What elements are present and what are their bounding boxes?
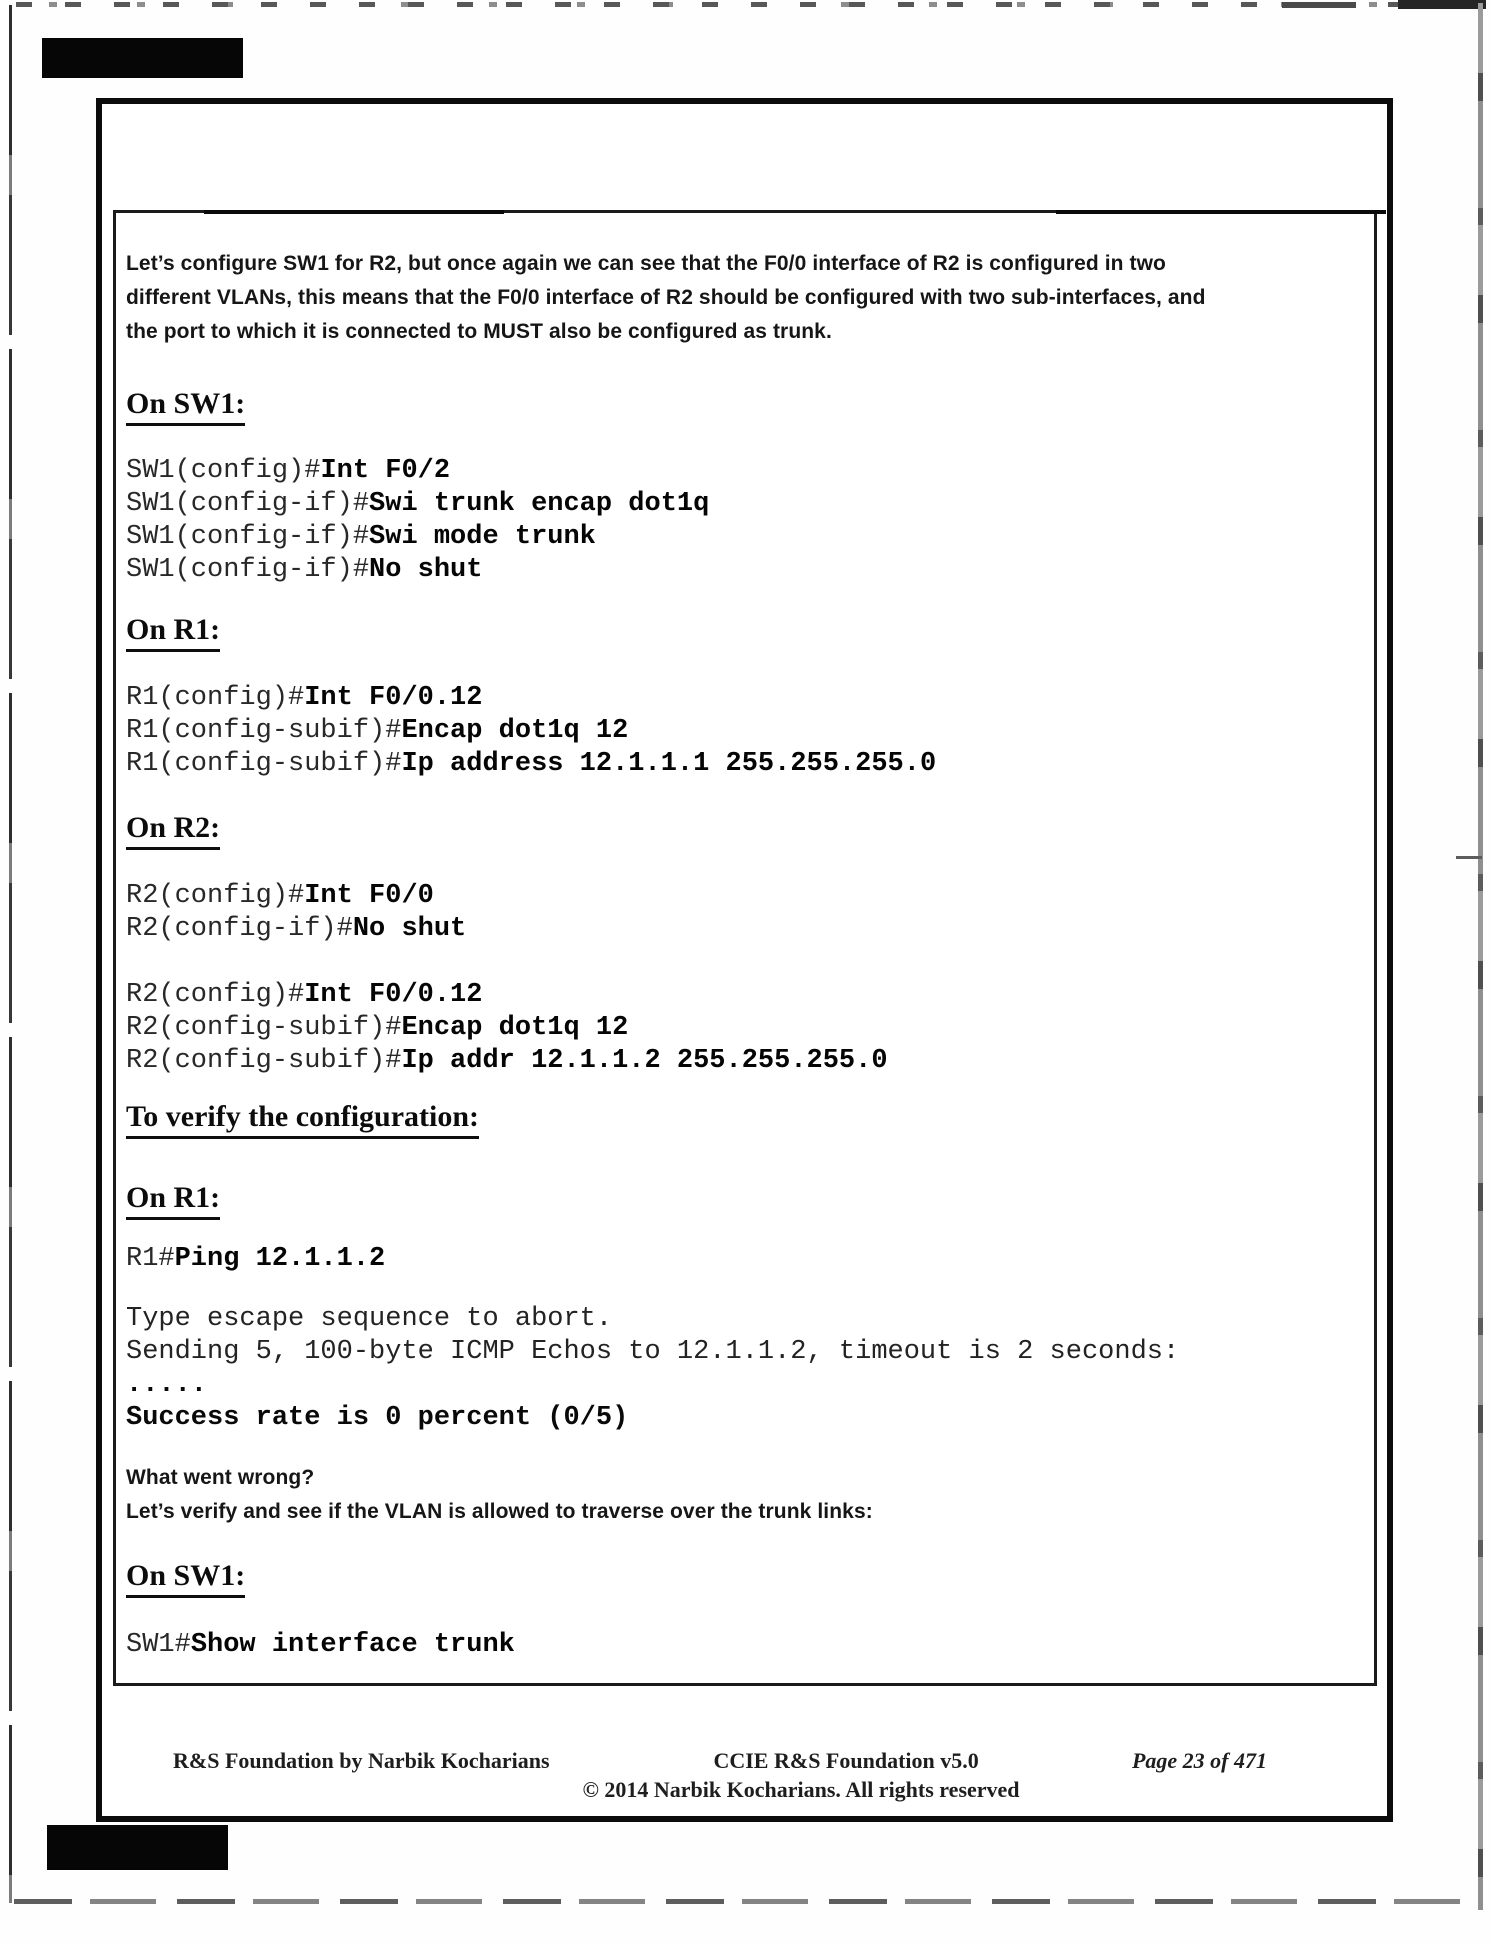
footer-author: R&S Foundation by Narbik Kocharians — [173, 1748, 550, 1773]
footer-copyright: © 2014 Narbik Kocharians. All rights reserved — [582, 1777, 1020, 1802]
cli-prompt: R1(config-subif)# — [126, 749, 402, 779]
cli-line — [126, 554, 1356, 587]
footer-row — [113, 1747, 1377, 1775]
ping-dots-line: ..... — [126, 1370, 208, 1400]
scan-edge-top-right-mark-2 — [1282, 2, 1356, 8]
content-box — [113, 210, 1377, 1686]
cli-command: Swi mode trunk — [369, 522, 596, 552]
question-paragraph — [126, 1461, 1356, 1529]
cli-line — [126, 682, 1356, 715]
cli-line — [126, 913, 1356, 946]
cli-prompt: SW1# — [126, 1630, 191, 1660]
cli-command: Ping 12.1.1.2 — [174, 1244, 386, 1274]
cli-line — [126, 1012, 1356, 1045]
section-heading-text: On R1: — [126, 613, 220, 652]
cli-prompt: R2(config)# — [126, 980, 305, 1010]
footer-page-number: Page 23 of 471 — [1131, 1748, 1267, 1773]
cli-line — [126, 1045, 1356, 1078]
redaction-box-bottom — [47, 1825, 228, 1870]
cli-line — [126, 455, 1356, 488]
cli-block-ping — [126, 1243, 1356, 1276]
cli-prompt: R2(config-subif)# — [126, 1046, 402, 1076]
section-heading-text: On SW1: — [126, 387, 245, 426]
section-heading-on-sw1-verify — [126, 1559, 1356, 1598]
cli-prompt: R2(config-subif)# — [126, 1013, 402, 1043]
ping-output-line: Sending 5, 100-byte ICMP Echos to 12.1.1.2, timeout is 2 seconds: — [126, 1337, 1180, 1367]
intro-line: different VLANs, this means that the F0/0 interface of R2 should be configured with two sub-interfaces, and — [126, 286, 1206, 309]
ping-output-block — [126, 1303, 1356, 1435]
section-heading-on-sw1 — [126, 387, 1356, 426]
question-line: Let’s verify and see if the VLAN is allowed to traverse over the trunk links: — [126, 1500, 873, 1523]
page-footer — [113, 1747, 1377, 1804]
scan-edge-top-right-mark — [1398, 0, 1486, 9]
cli-block-show-trunk — [126, 1629, 1356, 1662]
cli-line — [126, 521, 1356, 554]
cli-block-r1 — [126, 682, 1356, 781]
section-heading-text: On R1: — [126, 1181, 220, 1220]
footer-title: CCIE R&S Foundation v5.0 — [713, 1748, 979, 1773]
cli-command: Ip addr 12.1.1.2 255.255.255.0 — [401, 1046, 888, 1076]
cli-command: Int F0/0.12 — [304, 980, 483, 1010]
cli-command: Show interface trunk — [190, 1630, 515, 1660]
cli-line — [126, 979, 1356, 1012]
scan-border-smudge — [204, 210, 504, 214]
scan-edge-top — [16, 2, 1478, 7]
cli-command: Int F0/0.12 — [304, 683, 483, 713]
section-heading-on-r1-verify — [126, 1181, 1356, 1220]
section-heading-on-r1 — [126, 613, 1356, 652]
cli-prompt: SW1(config-if)# — [126, 522, 370, 552]
cli-command: Ip address 12.1.1.1 255.255.255.0 — [401, 749, 937, 779]
cli-prompt: SW1(config-if)# — [126, 489, 370, 519]
cli-command: Int F0/0 — [304, 881, 434, 911]
question-line: What went wrong? — [126, 1466, 315, 1489]
scan-border-smudge — [1056, 210, 1386, 214]
section-heading-text: On SW1: — [126, 1559, 245, 1598]
cli-block-r2-physical — [126, 880, 1356, 946]
cli-prompt: R2(config-if)# — [126, 914, 353, 944]
ping-output-line: Type escape sequence to abort. — [126, 1304, 613, 1334]
cli-command: Swi trunk encap dot1q — [369, 489, 710, 519]
cli-block-sw1 — [126, 455, 1356, 587]
section-heading-on-r2 — [126, 811, 1356, 850]
cli-prompt: R2(config)# — [126, 881, 305, 911]
cli-line — [126, 748, 1356, 781]
section-heading-text: To verify the configuration: — [126, 1100, 479, 1139]
cli-command: Encap dot1q 12 — [401, 716, 629, 746]
cli-line — [126, 880, 1356, 913]
ping-result-line: Success rate is 0 percent (0/5) — [126, 1403, 629, 1433]
scan-edge-bottom — [14, 1899, 1480, 1904]
cli-prompt: R1(config-subif)# — [126, 716, 402, 746]
cli-prompt: R1# — [126, 1244, 175, 1274]
cli-line — [126, 488, 1356, 521]
scan-edge-right — [1478, 3, 1483, 1910]
intro-line: Let’s configure SW1 for R2, but once again we can see that the F0/0 interface of R2 is configured in two — [126, 252, 1166, 275]
cli-prompt: SW1(config)# — [126, 456, 321, 486]
cli-command: Int F0/2 — [320, 456, 451, 486]
cli-line — [126, 1629, 1356, 1662]
cli-command: Encap dot1q 12 — [401, 1013, 629, 1043]
redaction-box-top — [42, 38, 243, 78]
intro-line: the port to which it is connected to MUST also be configured as trunk. — [126, 320, 832, 343]
scan-edge-left — [9, 5, 12, 1903]
cli-command: No shut — [369, 555, 483, 585]
section-heading-text: On R2: — [126, 811, 220, 850]
intro-paragraph — [126, 247, 1356, 349]
cli-prompt: R1(config)# — [126, 683, 305, 713]
cli-block-r2-subif — [126, 979, 1356, 1078]
scan-right-tick-mark — [1456, 856, 1482, 859]
cli-prompt: SW1(config-if)# — [126, 555, 370, 585]
section-heading-verify — [126, 1100, 1356, 1139]
cli-command: No shut — [352, 914, 467, 944]
cli-line — [126, 1243, 1356, 1276]
cli-line — [126, 715, 1356, 748]
